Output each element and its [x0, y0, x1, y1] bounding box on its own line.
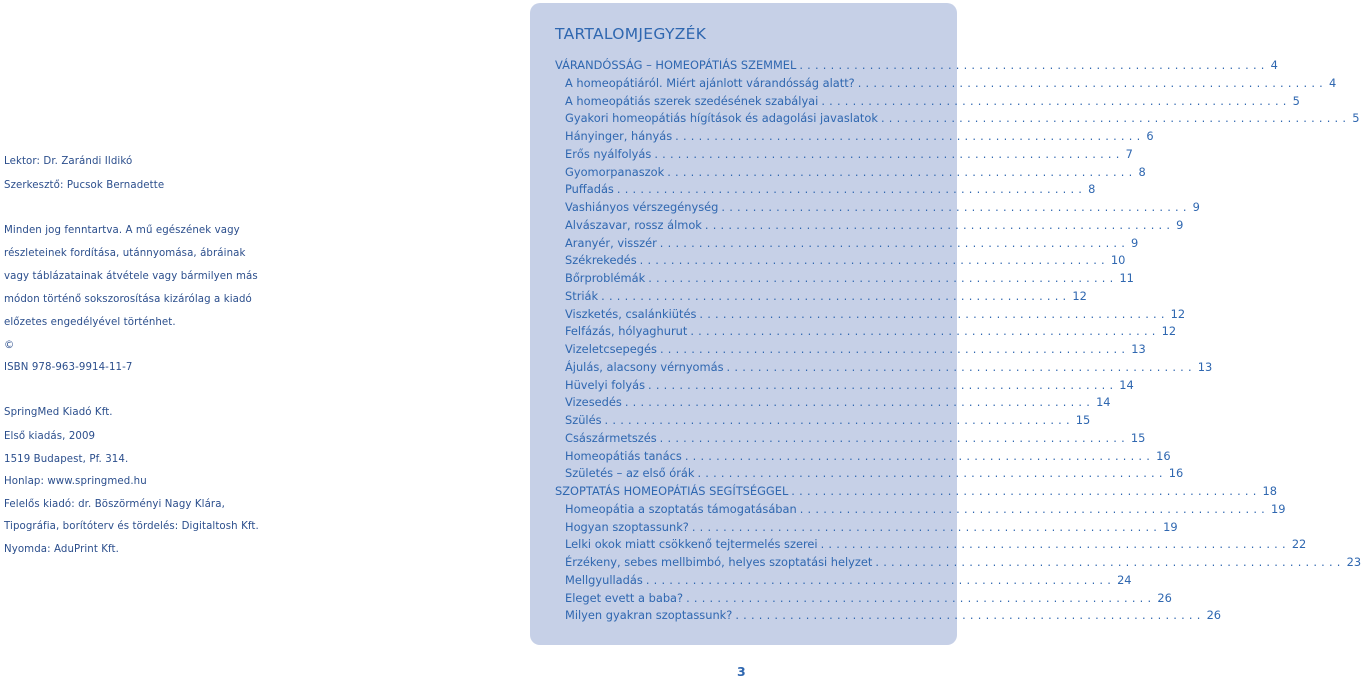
- toc-entry: [565, 252, 1126, 268]
- toc-entry: [565, 607, 1222, 623]
- toc-entry-page: 14: [1119, 377, 1134, 392]
- toc-leader-dots: ............................................................: [667, 164, 1137, 179]
- toc-entry: [565, 465, 1184, 481]
- toc-leader-dots: ............................................................: [726, 359, 1196, 374]
- toc-leader-dots: ............................................................: [699, 306, 1169, 321]
- toc-leader-dots: ............................................................: [799, 58, 1269, 72]
- toc-entry-page: 26: [1206, 608, 1222, 623]
- toc-entry-page: 9: [1192, 200, 1200, 214]
- toc-entry-label: Születés – az első órák: [565, 466, 695, 481]
- toc-entry-label: A homeopátiás szerek szedésének szabályai: [565, 93, 819, 108]
- toc-entry-page: 13: [1197, 359, 1213, 374]
- toc-entry-label: Alvászavar, rossz álmok: [565, 217, 702, 232]
- toc-entry-page: 8: [1138, 164, 1146, 179]
- toc-leader-dots: ............................................................: [639, 253, 1109, 268]
- toc-leader-dots: ............................................................: [654, 146, 1124, 161]
- toc-entry-page: 11: [1119, 271, 1134, 285]
- toc-entry-label: Milyen gyakran szoptassunk?: [565, 608, 733, 623]
- copyright-symbol: ©: [4, 340, 15, 351]
- toc-entry-page: 4: [1270, 58, 1278, 72]
- toc-leader-dots: ............................................................: [721, 200, 1191, 214]
- toc-entry: [565, 217, 1184, 233]
- lektor-line: Lektor: Dr. Zarándi Ildikó: [4, 156, 133, 167]
- toc-entry: [565, 270, 1134, 286]
- toc-entry-page: 7: [1125, 146, 1133, 161]
- toc-entry: [565, 341, 1146, 357]
- toc-entry-label: Puffadás: [565, 182, 614, 197]
- toc-leader-dots: ............................................................: [821, 93, 1291, 108]
- toc-entry-label: SZOPTATÁS HOMEOPÁTIÁS SEGÍTSÉGGEL: [555, 484, 789, 498]
- toc-entry: [565, 536, 1307, 552]
- toc-entry-label: Homeopátiás tanács: [565, 448, 682, 463]
- address: 1519 Budapest, Pf. 314.: [4, 454, 129, 465]
- rights-line-3: vagy táblázatainak átvétele vagy bármilyen más: [4, 271, 258, 282]
- toc-entry-page: 9: [1176, 217, 1184, 232]
- toc-entry-label: Hogyan szoptassunk?: [565, 519, 689, 534]
- toc-entry-label: Érzékeny, sebes mellbimbó, helyes szoptatási helyzet: [565, 555, 873, 569]
- toc-entry: [565, 430, 1146, 446]
- toc-leader-dots: ............................................................: [659, 430, 1129, 445]
- toc-entry: [565, 412, 1091, 428]
- toc-section-entry: [555, 483, 1278, 499]
- toc-entry-label: Vizesedés: [565, 395, 622, 410]
- toc-entry-page: 22: [1291, 537, 1307, 552]
- toc-leader-dots: ............................................................: [791, 484, 1261, 498]
- toc-entry: [565, 181, 1096, 197]
- toc-entry: [565, 448, 1171, 464]
- toc-entry-page: 15: [1130, 430, 1146, 445]
- isbn: ISBN 978-963-9914-11-7: [4, 362, 133, 373]
- toc-entry-label: Székrekedés: [565, 253, 637, 268]
- toc-section-entry: [555, 57, 1278, 73]
- toc-entry-page: 24: [1117, 572, 1132, 587]
- toc-entry-page: 16: [1168, 466, 1184, 481]
- publisher: SpringMed Kiadó Kft.: [4, 407, 113, 418]
- toc-entry-page: 12: [1072, 288, 1087, 303]
- toc-entry-label: Homeopátia a szoptatás támogatásában: [565, 501, 797, 516]
- toc-entry: [565, 590, 1172, 606]
- toc-entry-label: Lelki okok miatt csökkenő tejtermelés szerei: [565, 537, 818, 552]
- toc-entry: [565, 519, 1178, 535]
- toc-entry-label: Vizeletcsepegés: [565, 342, 657, 356]
- toc-entry: [565, 128, 1154, 144]
- toc-leader-dots: ............................................................: [604, 413, 1074, 427]
- toc-entry-label: Striák: [565, 288, 599, 303]
- toc-leader-dots: ............................................................: [648, 271, 1118, 285]
- toc-entry-label: Vashiányos vérszegénység: [565, 200, 719, 214]
- toc-entry-label: Hányinger, hányás: [565, 129, 673, 143]
- toc-entry: [565, 110, 1360, 126]
- toc-entry-page: 10: [1110, 253, 1126, 268]
- toc-entry-page: 26: [1157, 590, 1172, 605]
- rights-line-2: részleteinek fordítása, utánnyomása, ábráinak: [4, 248, 246, 259]
- edition: Első kiadás, 2009: [4, 431, 96, 442]
- toc-leader-dots: ............................................................: [880, 111, 1351, 126]
- toc-entry-page: 4: [1328, 75, 1337, 90]
- toc-leader-dots: ............................................................: [686, 590, 1156, 605]
- toc-entry: [565, 288, 1087, 304]
- toc-leader-dots: ............................................................: [857, 75, 1327, 90]
- toc-entry-label: VÁRANDÓSSÁG – HOMEOPÁTIÁS SZEMMEL: [555, 58, 797, 72]
- toc-leader-dots: ............................................................: [675, 129, 1145, 143]
- toc-entry: [565, 377, 1134, 393]
- website: Honlap: www.springmed.hu: [4, 476, 147, 487]
- toc-leader-dots: ............................................................: [704, 217, 1175, 232]
- toc-entry-page: 19: [1163, 519, 1178, 534]
- toc-leader-dots: ............................................................: [659, 235, 1130, 250]
- toc-entry: [565, 146, 1133, 162]
- toc-entry-page: 8: [1088, 182, 1096, 197]
- toc-entry-label: Viszketés, csalánkiütés: [565, 306, 697, 321]
- toc-leader-dots: ............................................................: [820, 537, 1290, 552]
- toc-title: TARTALOMJEGYZÉK: [555, 25, 707, 43]
- toc-entry-page: 13: [1131, 342, 1146, 356]
- toc-entry: [565, 572, 1132, 588]
- toc-entry: [565, 75, 1337, 91]
- toc-leader-dots: ............................................................: [648, 377, 1118, 392]
- toc-leader-dots: ............................................................: [697, 466, 1167, 481]
- toc-leader-dots: ............................................................: [624, 395, 1095, 410]
- toc-entry-label: Erős nyálfolyás: [565, 146, 652, 161]
- toc-entry-page: 23: [1346, 555, 1361, 569]
- toc-leader-dots: ............................................................: [799, 501, 1269, 516]
- toc-entry-label: Szülés: [565, 413, 602, 427]
- toc-entry-page: 18: [1262, 484, 1278, 498]
- toc-entry-page: 9: [1131, 235, 1139, 250]
- toc-entry-page: 14: [1096, 395, 1111, 410]
- rights-line-1: Minden jog fenntartva. A mű egészének vagy: [4, 225, 240, 236]
- toc-entry-label: Felfázás, hólyaghurut: [565, 324, 688, 339]
- toc-panel: [530, 3, 1361, 645]
- page-number: 3: [737, 664, 746, 679]
- toc-entry-page: 15: [1075, 413, 1091, 427]
- toc-entry-label: Gyakori homeopátiás hígítások és adagolási javaslatok: [565, 111, 878, 126]
- toc-entry-page: 12: [1170, 306, 1186, 321]
- toc-entry: [565, 359, 1213, 375]
- toc-entry: [565, 323, 1177, 339]
- toc-leader-dots: ............................................................: [684, 448, 1155, 463]
- toc-entry-page: 6: [1146, 129, 1154, 143]
- toc-leader-dots: ............................................................: [690, 324, 1160, 339]
- rights-line-4: módon történő sokszorosítása kizárólag a kiadó: [4, 294, 252, 305]
- toc-entry-page: 5: [1292, 93, 1300, 108]
- toc-leader-dots: ............................................................: [691, 519, 1162, 534]
- toc-entry-label: A homeopátiáról. Miért ajánlott várandósság alatt?: [565, 75, 855, 90]
- toc-entry-label: Hüvelyi folyás: [565, 377, 646, 392]
- toc-entry-label: Császármetszés: [565, 430, 657, 445]
- toc-leader-dots: ............................................................: [645, 572, 1116, 587]
- toc-entry-page: 12: [1161, 324, 1177, 339]
- toc-entry: [565, 164, 1146, 180]
- toc-entry: [565, 93, 1300, 109]
- toc-entry: [565, 235, 1139, 251]
- toc-leader-dots: ............................................................: [659, 342, 1130, 356]
- toc-entry-label: Ájulás, alacsony vérnyomás: [565, 359, 724, 374]
- toc-entry: [565, 199, 1200, 215]
- responsible-publisher: Felelős kiadó: dr. Böszörményi Nagy Klára,: [4, 499, 225, 510]
- toc-entry: [565, 394, 1111, 410]
- toc-entry-label: Aranyér, visszér: [565, 235, 657, 250]
- toc-entry-page: 19: [1270, 501, 1286, 516]
- typography-credit: Tipográfia, borítóterv és tördelés: Digitaltosh Kft.: [4, 521, 259, 532]
- toc-leader-dots: ............................................................: [616, 182, 1087, 197]
- toc-entry-label: Gyomorpanaszok: [565, 164, 665, 179]
- rights-line-5: előzetes engedélyével történhet.: [4, 317, 176, 328]
- szerkeszto-line: Szerkesztő: Pucsok Bernadette: [4, 180, 165, 191]
- toc-entry-page: 16: [1156, 448, 1171, 463]
- toc-entry-label: Mellgyulladás: [565, 572, 643, 587]
- toc-entry: [565, 501, 1286, 517]
- toc-leader-dots: ............................................................: [875, 555, 1345, 569]
- toc-entry-label: Eleget evett a baba?: [565, 590, 684, 605]
- toc-leader-dots: ............................................................: [735, 608, 1205, 623]
- printer: Nyomda: AduPrint Kft.: [4, 544, 119, 555]
- toc-leader-dots: ............................................................: [601, 288, 1071, 303]
- toc-entry-page: 5: [1352, 111, 1360, 126]
- toc-entry: [565, 554, 1361, 570]
- toc-entry: [565, 306, 1186, 322]
- toc-entry-label: Bőrproblémák: [565, 271, 646, 285]
